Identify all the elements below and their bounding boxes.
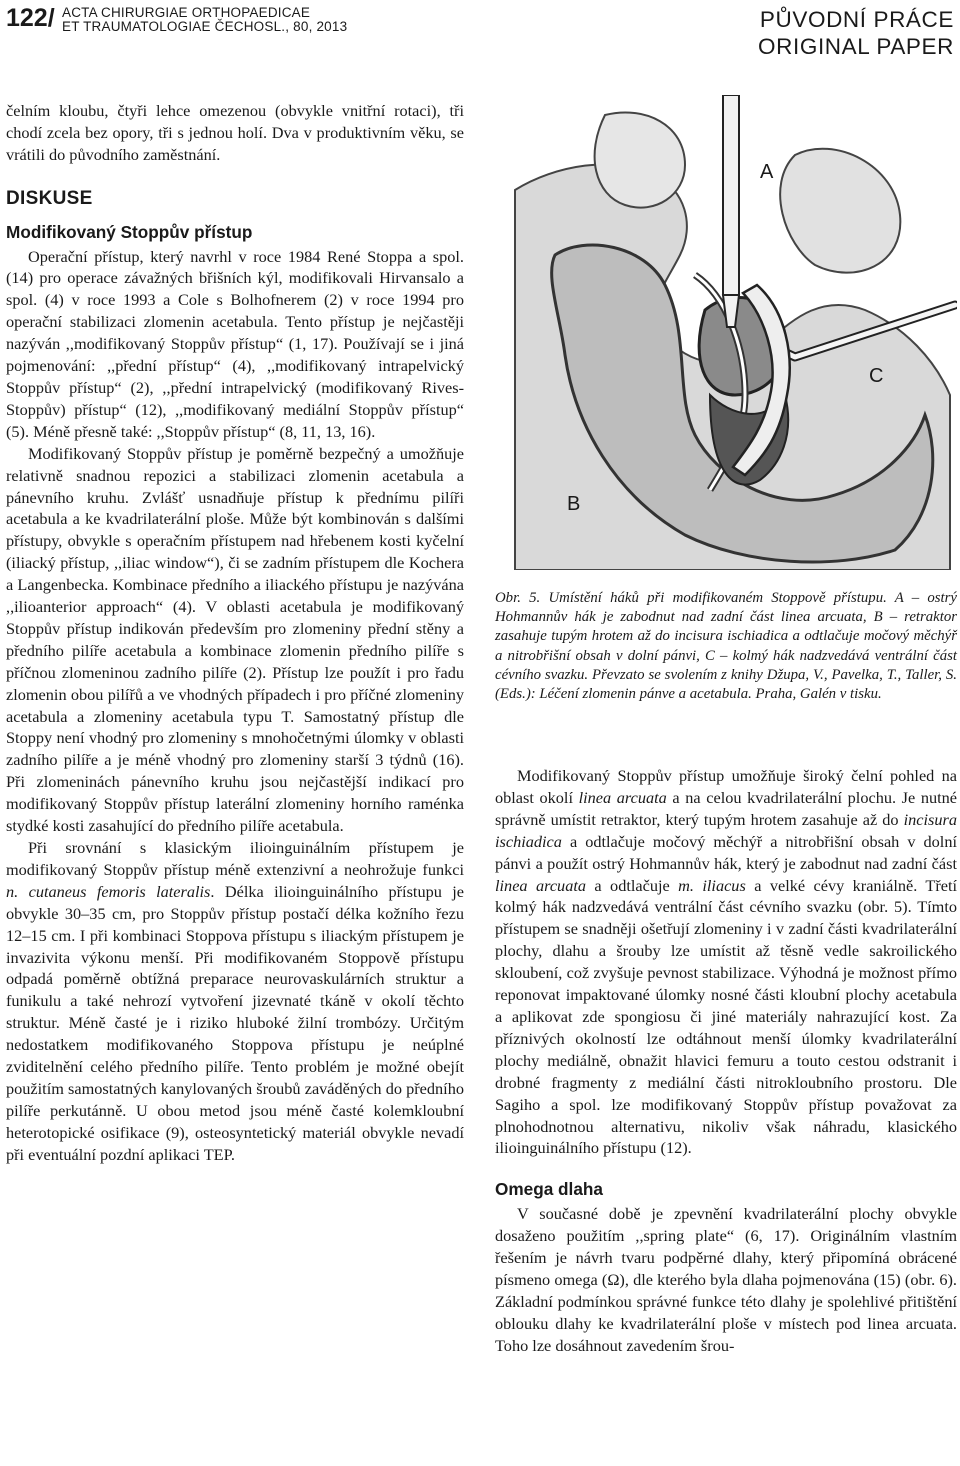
- intestine-shape-1: [595, 112, 685, 207]
- term-incisura-ischiadica: incisura ischiadica: [495, 809, 957, 851]
- journal-title-line2: ET TRAUMATOLOGIAE ČECHOSL., 80, 2013: [62, 19, 348, 34]
- figure-label-c: C: [869, 365, 884, 387]
- retractor-a-tip: [723, 295, 739, 327]
- intestine-shape-2: [780, 149, 900, 273]
- journal-title: [62, 6, 347, 34]
- paragraph-approach-history: Operační přístup, který navrhl v roce 1984 René Stoppa a spol. (14) pro operace závažných břišních kýl, modifikovali Hirvansalo a spol. (4) v roce 1993 a Cole s Bolhofnerem (2) v roce 1994 pro operační stabilizaci zlomenin acetabula. Tento přístup je nejčastěji nazýván ,,modifikovaný Stoppův přístup“ (1, 17). Používají se i jiná pojmenování: ,,přední přístup“ (4), ,,modifikovaný intrapelvický Stoppův přístup“ (2), ,,přední intrapelvický (modifikovaný Rives-Stoppův) přístup“ (12), ,,modifikovaný mediální Stoppův přístup“ (5). Méně přesně také: ,,Stoppův přístup“ (8, 11, 13, 16).: [6, 246, 464, 441]
- figure-label-b: B: [567, 493, 581, 515]
- section-label-czech: PŮVODNÍ PRÁCE: [759, 7, 954, 32]
- section-heading-diskuse: DISKUSE: [6, 187, 93, 209]
- text-run: a na celou kvadrilaterální plochu. Je nutné správně umístit retraktor, který tupým hrotem zasahuje až do: [495, 787, 958, 829]
- subsection-heading-omega: Omega dlaha: [495, 1179, 603, 1200]
- text-run: Modifikovaný Stoppův přístup umožňuje široký čelní pohled na oblast okolí: [495, 766, 957, 807]
- text-run: a odtlačuje: [586, 875, 679, 895]
- figure-caption: Obr. 5. Umístění háků při modifikovaném Stoppově přístupu. A – ostrý Hohmannův hák je zabodnut nad zadní část linea arcuata, B – retraktor zasahuje tupým hrotem až do incisura ischiadica a odtlačuje močový měchýř a nitrobřišní obsah v dolní pánvi, C – kolmý hák nadzvedává ventrální část cévního svazku. Převzato se svolením z knihy Džupa, V., Pavelka, T., Taller, S. (Eds.): Léčení zlomenin pánve a acetabula. Praha, Galén v tisku.: [495, 590, 957, 703]
- paragraph-comparison-part1: Při srovnání s klasickým ilioinguinálním přístupem je modifikovaný Stoppův přístup méně extenzivní a neohrožuje funkci: [6, 838, 464, 879]
- figure-5: [495, 95, 957, 570]
- right-column: [495, 765, 957, 1357]
- text-run: a velké cévy kraniálně. Třetí kolmý hák nadzvedává ventrální část cévního svazku (obr. 5). Tímto přístupem se snadněji ošetřují zlomeniny i v zadní části kvadrilaterální plochy, dlahu a šrouby lze umístit až těsně vedle sakroilického skloubení, což zvyšuje pevnost stabilizace. Výhodná je možnost přímo reponovat impaktované úlomky nosné části kloubní plochy acetabula a aplikovat zde spongiosu či jiné materiály nahrazující kost. Za příznivých okolností lze odtáhnout menší úlomky kvadrilaterální plochy mediálně, obnažit hlavici femuru a touto cestou odstranit i drobné fragmenty z mediální části nitrokloubního prostoru. Dle Sagiho a spol. lze modifikovaný Stoppův přístup považovat za plnohodnotnou alternativu, nikoliv však náhradu, klasického ilioinguinálního přístupu (12).: [495, 875, 958, 1158]
- term-linea-arcuata: linea arcuata: [578, 787, 667, 807]
- paragraph-omega-plate: V současné době je zpevnění kvadrilaterální plochy obvykle dosaženo použitím ,,spring plate“ (6, 17). Originálním vlastním řešením je návrh tvaru podpěrné dlahy, který připomíná obrácené písmeno omega (Ω), dle kterého byla dlaha pojmenována (15) (obr. 6). Základní podmínkou správné funkce této dlahy je spolehlivé přitištění oblouku dlahy ke kvadrilaterální ploše v místech pod linea arcuata. Toho lze dosáhnout zavedením šrou-: [495, 1204, 957, 1355]
- section-label-english: ORIGINAL PAPER: [758, 34, 954, 59]
- pelvis-retractor-illustration: [495, 95, 957, 570]
- intro-paragraph: čelním kloubu, čtyři lehce omezenou (obvykle vnitřní rotaci), tři chodí zcela bez opory, tři s jednou holí. Dva v produktivním věku, se vrátili do původního zaměstnání.: [6, 101, 464, 164]
- paragraph-comparison: [6, 837, 464, 1166]
- text-run: a odtlačuje močový měchýř a nitrobřišní obsah v dolní pánvi a použít ostrý Hohmannův hák, který je zabodnut nad zadní část: [495, 831, 957, 873]
- paragraph-stoppa-view: [495, 765, 957, 1159]
- left-column: [6, 100, 464, 1166]
- journal-title-line1: ACTA CHIRURGIAE ORTHOPAEDICAE: [62, 5, 311, 20]
- nerve-term: n. cutaneus femoris lateralis: [6, 881, 211, 901]
- subsection-heading-stoppa: Modifikovaný Stoppův přístup: [6, 221, 253, 242]
- term-linea-arcuata: linea arcuata: [495, 875, 587, 895]
- term-m-iliacus: m. iliacus: [678, 875, 746, 895]
- figure-label-a: A: [760, 161, 774, 183]
- paragraph-comparison-part2: . Délka ilioinguinálního přístupu je obvykle 30–35 cm, pro Stoppův přístup postačí délka kožního řezu 12–15 cm. I při kombinaci Stoppova přístupu s iliackým přístupem je invazivita výkonu menší. Při modifikovaném Stoppově přístupu odpadá poměrně obtížná preparace neurovaskulárních struktur a funikulu a také nehrozí vytvoření jizevnaté tkáně v okolí těchto struktur. Méně časté je i riziko hluboké žilní trombózy. Určitým nedostatkem modifikovaného Stoppova přístupu je neúplné zviditelnění celého předního pilíře. Tento problém je možné obejít použitím samostatných kanylovaných šroubů zaváděných do předního pilíře perkutánně. U obou metod jsou méně časté kolemkloubní heterotopické osifikace (9), osteosyntetický materiál obvykle nevadí při eventuální pozdní aplikaci TEP.: [6, 881, 465, 1164]
- page-number: 122/: [6, 4, 55, 32]
- paragraph-indications: Modifikovaný Stoppův přístup je poměrně bezpečný a umožňuje relativně snadnou repozici a stabilizaci zlomenin acetabula a pánevního kruhu. Zvlášť usnadňuje přístup k přednímu pilíři acetabula a ke kvadrilaterální ploše. Může být kombinován s dalšími přístupy, obvykle s operačním přístupem nad hřebenem kosti kyčelní (iliacký přístup, ,,iliac window“), či se zadním přístupem dle Kochera a Langenbecka. Kombinace předního a iliackého přístupu je nazývána ,,ilioanterior approach“ (4). V oblasti acetabula je modifikovaný Stoppův přístup indikován především pro zlomeniny přední stěny a předního pilíře acetabula a kombinace zlomenin předního pilíře s příčnou zlomeninou zadního pilíře (2). Přístup lze použít i pro řadu zlomenin obou pilířů a ve vhodných případech i pro příčné zlomeniny acetabula a zlomeniny acetabula typu T. Samostatný přístup dle Stoppy není vhodný pro zlomeniny s mnohočetnými úlomky v oblasti zadního pilíře a je méně vhodný pro zlomeniny starší 3 týdnů (16). Při zlomeninách pánevního kruhu jsou nejčastější indikací pro modifikovaný Stoppův přístup laterální zlomeniny horního raménka stydké kosti zasahující do předního pilíře acetabula.: [6, 443, 464, 836]
- section-label: [758, 6, 954, 60]
- retractor-a-shaft: [723, 95, 739, 295]
- page-header: [0, 0, 960, 64]
